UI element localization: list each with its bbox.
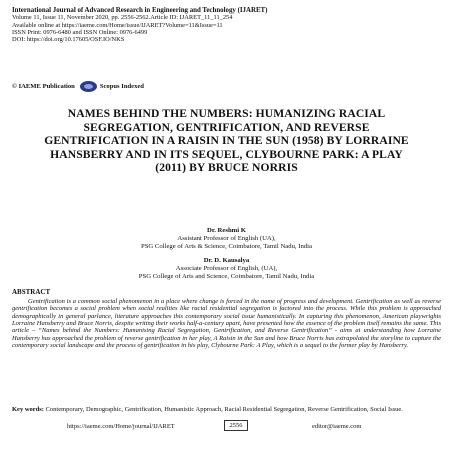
page-number: 2556 — [224, 420, 248, 431]
publisher-label: © IAEME Publication — [12, 83, 75, 90]
keywords — [12, 406, 441, 413]
abstract-heading: ABSTRACT — [12, 288, 51, 296]
author-affiliation: PSG College of Arts and Science, Coimbatore, Tamil Nadu, India — [138, 272, 315, 280]
author-name: Dr. Reshmi K — [207, 227, 246, 234]
author-block — [30, 227, 423, 250]
journal-name: International Journal of Advanced Research in Engineering and Technology (IJARET) — [12, 7, 268, 14]
available-online-line[interactable]: Available online at https://iaeme.com/Home/issue/IJARET?Volume=11&Issue=11 — [12, 21, 223, 29]
author-role: Associate Professor of English, (UA), — [175, 264, 278, 272]
journal-header — [12, 7, 442, 43]
volume-line: Volume 11, Issue 11, November 2020, pp. 2556-2562.Article ID: IJARET_11_11_254 — [12, 14, 233, 22]
author-block — [30, 257, 423, 280]
author-name: Dr. D. Kausalya — [203, 257, 250, 264]
doi-line[interactable]: DOI: https://doi.org/10.17605/OSF.IO/NKS — [12, 36, 125, 44]
footer-email[interactable]: editor@iaeme.com — [312, 423, 362, 430]
paper-title: NAMES BEHIND THE NUMBERS: HUMANIZING RACIAL SEGREGATION, GENTRIFICATION, AND REVERSE GENTRIFICATION IN A RAISIN IN THE SUN (1958) BY LORRAINE HANSBERRY AND IN ITS SEQUEL, CLYBOURNE PARK: A PLAY (2011) BY BRUCE NORRIS — [44, 107, 409, 175]
page-footer — [0, 420, 453, 434]
publisher-row — [12, 81, 144, 92]
footer-url[interactable]: https://iaeme.com/Home/journal/IJARET — [67, 423, 175, 430]
scopus-logo-icon — [80, 81, 97, 92]
keywords-label: Key words: — [12, 406, 44, 413]
issn-line: ISSN Print: 0976-6480 and ISSN Online: 0976-6499 — [12, 28, 148, 36]
author-role: Assistant Professor of English (UA), — [177, 234, 276, 242]
keywords-text: Contemporary, Demographic, Gentrification, Humanistic Approach, Racial Residential Segregation, Reverse Gentrification, Social Issue. — [43, 406, 403, 413]
indexed-label: Scopus Indexed — [99, 83, 144, 90]
abstract-text: Gentrification is a common social phenomenon in a place where change is forced in the name of progress and development. Gentrification as well as reverse gentrification becomes a social problem when social realities like racial residential segregation is factored into the process. While this problem is approached demographically in general parlance, literature approaches this contemporary social issue humanistically. In capturing this phenomenon, American playwrights Lorraine Hansberry and Bruce Norris, despite writing their works half-a-century apart, have presented how the essence of the problem itself remains the same. This article – “Names behind the Numbers: Humanising Racial Segregation, Gentrification, and Reverse Gentrification” - aims at understanding how Lorraine Hansberry has approached the problem of reverse gentrification in her play, A Raisin in the Sun and how Bruce Norris has extrapolated the storyline to capture the contemporary social landscape and the process of gentrification in his play, Clybourne Park: A Play, which is a sequel to the former play by Hansberry. — [12, 298, 441, 350]
author-affiliation: PSG College of Arts & Science, Coimbatore, Tamil Nadu, India — [140, 242, 313, 250]
